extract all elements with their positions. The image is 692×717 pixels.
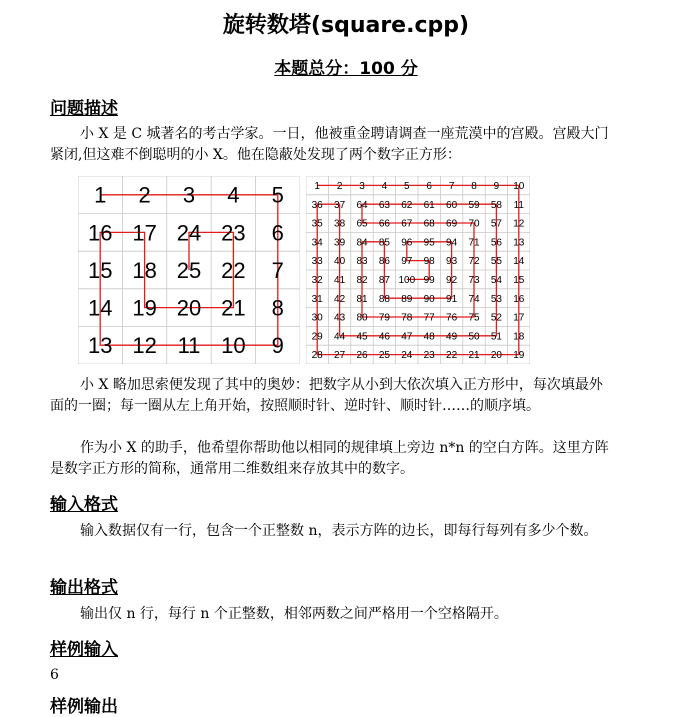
sample-input-value: 6 (50, 667, 59, 683)
m10-cell-number: 63 (378, 199, 390, 211)
m5-cell-number: 22 (221, 257, 246, 283)
m10-cell-number: 9 (493, 181, 500, 192)
m10-cell-number: 44 (334, 331, 346, 343)
m10-cell-number: 51 (490, 331, 502, 343)
m5-cell-number: 7 (271, 257, 284, 283)
m5-cell-number: 17 (132, 220, 157, 246)
m10-cell-number: 68 (423, 218, 435, 230)
m10-cell-number: 1 (314, 181, 320, 192)
m10-cell-number: 35 (311, 218, 323, 230)
m10-cell-number: 69 (446, 218, 458, 230)
m5-cell-number: 5 (271, 182, 284, 208)
heading-output: 输出格式 (50, 578, 118, 598)
m10-cell-number: 64 (356, 199, 368, 211)
m5-cell-number: 21 (221, 295, 246, 321)
m10-cell-number: 88 (378, 293, 390, 305)
m10-cell-number: 2 (336, 181, 343, 192)
m10-cell-number: 59 (468, 199, 480, 211)
m10-cell-number: 41 (334, 275, 346, 286)
m10-cell-number: 90 (423, 293, 435, 305)
m10-cell-number: 74 (468, 293, 480, 305)
m10-cell-number: 21 (468, 350, 480, 362)
m10-cell-number: 49 (446, 331, 458, 343)
m10-cell-number: 20 (490, 350, 502, 362)
m5-cell-number: 3 (182, 182, 196, 208)
m10-cell-number: 19 (513, 350, 525, 362)
m10-cell-number: 37 (334, 199, 346, 211)
m10-cell-number: 45 (356, 331, 368, 343)
m5-cell-number: 23 (221, 220, 246, 246)
m10-cell-number: 10 (513, 181, 525, 192)
heading-sample-input: 样例输入 (50, 640, 118, 660)
m5-cell-number: 2 (138, 182, 151, 208)
m10-cell-number: 78 (401, 312, 413, 324)
m10-cell-number: 77 (423, 312, 435, 324)
m10-cell-number: 96 (401, 237, 413, 249)
m10-cell-number: 89 (401, 293, 413, 305)
m10-cell-number: 25 (378, 350, 390, 362)
m10-cell-number: 36 (311, 199, 323, 211)
m10-cell-number: 100 (398, 275, 416, 286)
m10-cell-number: 3 (359, 181, 365, 192)
m10-cell-number: 86 (378, 256, 390, 268)
m10-cell-number: 23 (423, 350, 435, 362)
m10-cell-number: 98 (423, 256, 435, 268)
m10-cell-number: 22 (446, 350, 458, 362)
m5-cell-number: 13 (87, 333, 113, 359)
m10-cell-number: 60 (446, 199, 458, 211)
m10-cell-number: 54 (490, 275, 502, 286)
heading-problem: 问题描述 (50, 99, 118, 119)
output-description: 输出仅 n 行，每行 n 个正整数，相邻两数之间严格用一个空格隔开。 (80, 606, 508, 622)
m5-cell-number: 18 (132, 257, 157, 283)
m10-cell-number: 79 (378, 312, 390, 324)
m10-cell-number: 38 (334, 218, 346, 230)
m5-cell-number: 6 (271, 220, 284, 246)
m10-cell-number: 57 (490, 218, 502, 230)
m10-cell-number: 28 (311, 350, 323, 362)
m10-cell-number: 65 (356, 218, 368, 230)
heading-input: 输入格式 (50, 495, 118, 515)
m5-cell-number: 12 (132, 333, 157, 359)
m5-cell-number: 24 (176, 220, 202, 246)
m10-cell-number: 91 (446, 293, 458, 305)
m10-cell-number: 67 (401, 218, 413, 230)
m10-cell-number: 85 (378, 237, 390, 249)
m5-cell-number: 4 (227, 182, 240, 208)
m10-cell-number: 43 (334, 312, 346, 324)
m10-cell-number: 18 (513, 331, 525, 343)
m10-cell-number: 84 (356, 237, 368, 249)
m10-cell-number: 5 (404, 181, 410, 192)
m10-cell-number: 26 (356, 350, 368, 362)
m10-cell-number: 29 (311, 331, 323, 343)
m10-cell-number: 32 (311, 275, 323, 286)
m5-cell-number: 9 (271, 333, 284, 359)
m5-cell-number: 10 (221, 333, 246, 359)
m10-cell-number: 56 (490, 237, 502, 249)
m10-cell-number: 61 (423, 199, 435, 211)
m10-cell-number: 92 (446, 275, 458, 286)
m10-cell-number: 7 (448, 181, 455, 192)
m10-cell-number: 71 (468, 237, 480, 249)
m10-cell-number: 58 (490, 199, 502, 211)
m10-cell-number: 6 (426, 181, 432, 192)
m10-cell-number: 8 (471, 181, 477, 192)
m10-cell-number: 12 (513, 218, 525, 230)
m5-cell-number: 19 (132, 295, 157, 321)
m10-cell-number: 76 (446, 312, 458, 324)
m10-cell-number: 70 (468, 218, 480, 230)
m10-cell-number: 80 (356, 312, 368, 324)
m10-cell-number: 13 (513, 237, 525, 249)
problem-paragraph-3: 作为小 X 的助手，他希望你帮助他以相同的规律填上旁边 n*n 的空白方阵。这里方阵是数字正方形的简称，通常用二维数组来存放其中的数字。 (50, 440, 609, 477)
m10-cell-number: 55 (490, 256, 502, 268)
m10-cell-number: 40 (334, 256, 346, 268)
total-score: 本题总分：100 分 (274, 59, 418, 79)
m10-cell-number: 81 (356, 293, 368, 305)
m10-cell-number: 15 (513, 275, 525, 286)
m5-cell-number: 14 (87, 295, 113, 321)
m10-cell-number: 46 (378, 331, 390, 343)
m10-cell-number: 75 (468, 312, 480, 324)
m10-cell-number: 53 (490, 293, 502, 305)
m10-cell-number: 50 (468, 331, 480, 343)
m10-cell-number: 47 (401, 331, 413, 343)
m10-cell-number: 52 (490, 312, 502, 324)
m10-cell-number: 48 (423, 331, 435, 343)
m10-cell-number: 95 (423, 237, 435, 249)
m10-cell-number: 42 (334, 293, 346, 305)
m10-cell-number: 24 (401, 350, 413, 362)
m10-cell-number: 39 (334, 237, 346, 249)
m10-cell-number: 72 (468, 256, 480, 268)
m10-cell-number: 94 (446, 237, 458, 249)
m10-cell-number: 82 (356, 275, 368, 286)
spiral-square-5x5 (78, 176, 300, 364)
m10-cell-number: 33 (311, 256, 323, 268)
problem-paragraph-1: 小 X 是 C 城著名的考古学家。一日，他被重金聘请调查一座荒漠中的宫殿。宫殿大门紧闭,但这难不倒聪明的小 X。他在隐蔽处发现了两个数字正方形： (50, 126, 609, 163)
problem-title: 旋转数塔(square.cpp) (222, 13, 470, 38)
m10-cell-number: 16 (513, 293, 525, 305)
m10-cell-number: 30 (311, 312, 323, 324)
m10-cell-number: 17 (513, 312, 525, 324)
m10-cell-number: 27 (334, 350, 346, 362)
m10-cell-number: 11 (513, 199, 524, 211)
m10-cell-number: 31 (311, 293, 323, 305)
m5-cell-number: 1 (94, 182, 107, 208)
spiral-square-10x10 (306, 176, 530, 364)
m10-cell-number: 62 (401, 199, 413, 211)
m10-cell-number: 93 (446, 256, 458, 268)
m10-cell-number: 99 (423, 275, 435, 286)
m10-cell-number: 66 (378, 218, 390, 230)
m10-cell-number: 34 (311, 237, 323, 249)
m5-cell-number: 20 (176, 295, 202, 321)
m5-cell-number: 11 (177, 333, 201, 359)
input-description: 输入数据仅有一行，包含一个正整数 n，表示方阵的边长，即每行每列有多少个数。 (80, 523, 598, 539)
m10-cell-number: 97 (401, 256, 413, 268)
m5-cell-number: 16 (87, 220, 113, 246)
heading-sample-output: 样例输出 (50, 697, 118, 717)
m5-cell-number: 25 (176, 257, 202, 283)
m5-cell-number: 15 (87, 257, 113, 283)
m5-cell-number: 8 (271, 295, 284, 321)
problem-paragraph-2: 小 X 略加思索便发现了其中的奥妙：把数字从小到大依次填入正方形中，每次填最外面的一圈；每一圈从左上角开始，按照顺时针、逆时针、顺时针……的顺序填。 (50, 377, 603, 414)
m10-cell-number: 83 (356, 256, 368, 268)
m10-cell-number: 87 (378, 275, 390, 286)
m10-cell-number: 14 (513, 256, 525, 268)
m10-cell-number: 73 (468, 275, 480, 286)
m10-cell-number: 4 (381, 181, 388, 192)
